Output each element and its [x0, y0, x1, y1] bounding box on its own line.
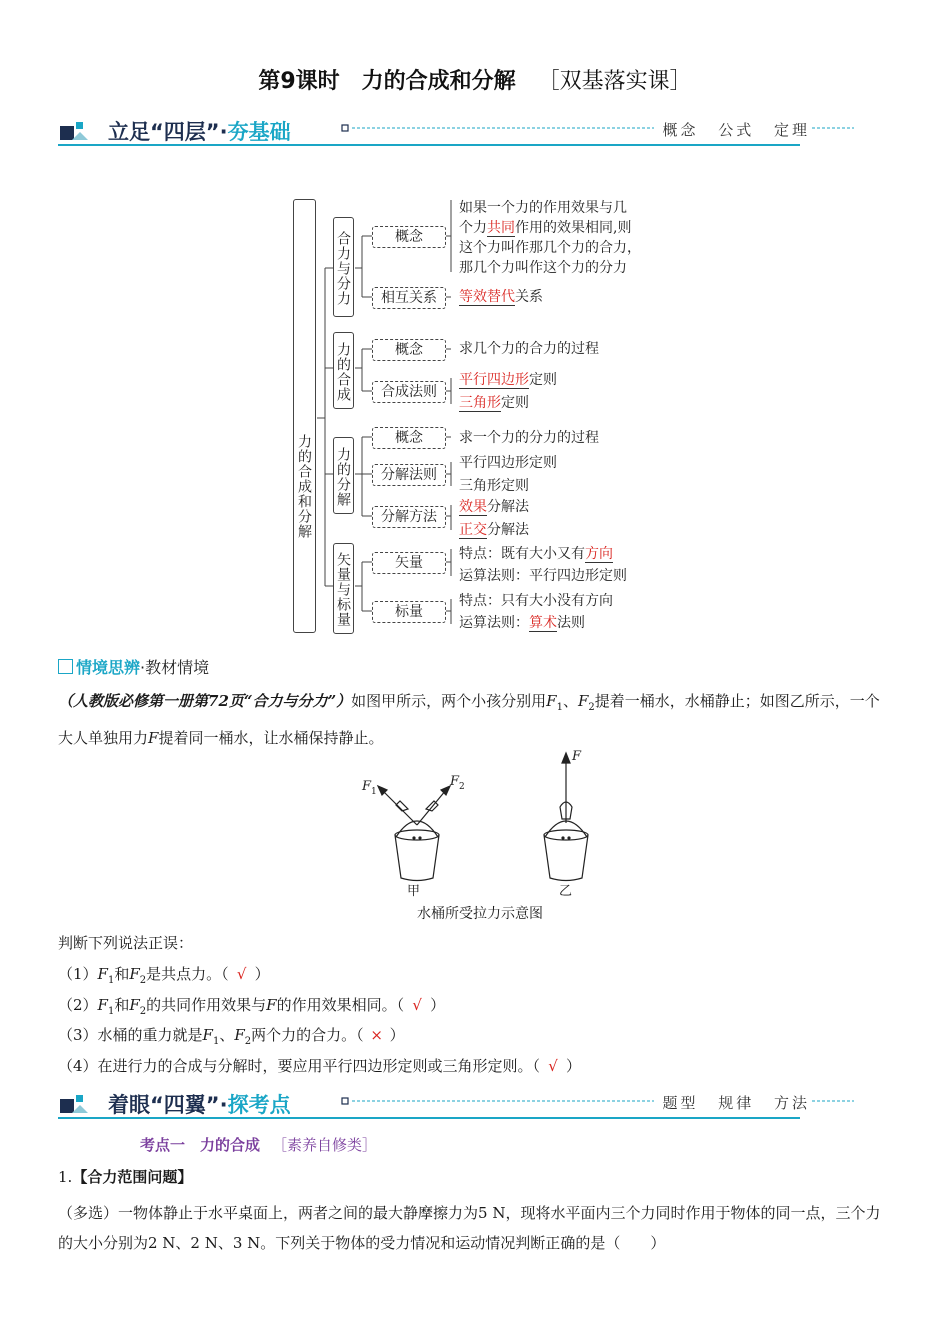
b1-relation-label: 相互关系	[372, 287, 446, 309]
context-heading: 情境思辨·教材情境	[58, 655, 209, 678]
b4-vector-label: 矢量	[372, 552, 446, 574]
problem1-text: （多选）一物体静止于水平桌面上，两者之间的最大静摩擦力为5 N，现将水平面内三个力同时作用于物体的同一点，三个力的大小分别为2 N、2 N、3 N。下列关于物体的受力情况和运动情况判断正确的是（ ）	[58, 1204, 881, 1252]
b1-concept-text: 如果一个力的作用效果与几 个力共同作用的效果相同,则 这个力叫作那几个力的合力， 那几个力叫作这个力的分力	[459, 200, 641, 276]
problem1-heading: 1.【合力范围问题】	[58, 1168, 193, 1186]
fig-caption: 水桶所受拉力示意图	[417, 906, 543, 922]
title-main: 第9课时 力的合成和分解	[258, 69, 516, 94]
mindmap-root: 力的合成和分解	[293, 199, 316, 633]
b3-concept-label: 概念	[372, 427, 446, 449]
judge-intro: 判断下列说法正误：	[58, 934, 194, 952]
b3-method2: 正交分解法	[459, 522, 529, 538]
b2-concept-label: 概念	[372, 339, 446, 361]
context-source: （人教版必修第一册第72页“合力与分力”）	[58, 692, 352, 710]
b3-method1: 效果分解法	[459, 499, 529, 515]
branch-vector-scalar: 矢量与标量	[333, 543, 354, 634]
b2-rule2: 三角形定则	[459, 395, 529, 411]
fig-label-yi: 乙	[559, 884, 573, 899]
b2-rule1: 平行四边形定则	[459, 372, 557, 388]
section-title-2: 着眼“四翼”·探考点	[108, 1093, 291, 1117]
b3-rule-label: 分解法则	[372, 464, 446, 486]
b4-scalar-line2: 运算法则：算术法则	[459, 615, 585, 631]
branch-composition: 力的合成	[333, 332, 354, 409]
checkbox-square-icon	[58, 659, 73, 674]
b4-vector-line1: 特点：既有大小又有方向	[459, 546, 613, 562]
b1-concept-label: 概念	[372, 226, 446, 248]
branch-resultant-component: 合力与分力	[333, 217, 354, 317]
section-header-exam-points	[58, 1087, 858, 1127]
branch-decomposition: 力的分解	[333, 437, 354, 514]
fig-label-jia: 甲	[407, 884, 421, 899]
mind-map	[0, 0, 950, 640]
q4-answer-mark: √	[548, 1057, 558, 1075]
judge-q1: $(1)F_1$和$F_2$是共点力。（ √ ）	[58, 959, 270, 996]
point1-heading: 考点一 力的合成 ［素养自修类］	[140, 1136, 378, 1154]
b2-rule-label: 合成法则	[372, 381, 446, 403]
judge-q4: （4）在进行力的合成与分解时，要应用平行四边形定则或三角形定则。（ √ ）	[58, 1051, 581, 1081]
section-tags-2: 题型 规律 方法	[654, 1092, 810, 1113]
q2-answer-mark: √	[412, 996, 422, 1014]
section-tags: 概念 公式 定理	[654, 119, 810, 140]
b1-relation-text: 等效替代关系	[459, 289, 543, 305]
fig-label-F2: $F_2$	[450, 774, 465, 792]
fig-label-F1: $F_1$	[362, 779, 377, 797]
context-paragraph: （人教版必修第一册第72页“合力与分力”）如图甲所示，两个小孩分别用$F_1$、$F_2$提着一桶水，水桶静止；如图乙所示，一个大人单独用力F提着同一桶水，让水桶保持静止。	[58, 692, 880, 747]
title-subtitle: ［双基落实课］	[537, 69, 692, 94]
b3-concept-text: 求一个力的分力的过程	[459, 430, 599, 446]
bucket-figure	[350, 745, 610, 925]
b4-vector-line2: 运算法则：平行四边形定则	[459, 568, 627, 584]
b3-rule2: 三角形定则	[459, 478, 529, 494]
fig-label-F: F	[572, 749, 582, 764]
b4-scalar-label: 标量	[372, 601, 446, 623]
q1-answer-mark: √	[236, 965, 247, 983]
judge-q3: （3）水桶的重力就是$F_1$、$F_2$两个力的合力。（ × ）	[58, 1020, 405, 1057]
q3-answer-mark: ×	[370, 1026, 383, 1044]
b2-concept-text: 求几个力的合力的过程	[459, 341, 599, 357]
b4-scalar-line1: 特点：只有大小没有方向	[459, 593, 613, 609]
bucket-diagram	[350, 745, 610, 895]
judge-q2: $(2)F_1$和$F_2$的共同作用效果与F的作用效果相同。（ √ ）	[58, 990, 445, 1027]
b3-rule1: 平行四边形定则	[459, 455, 557, 471]
section-title: 立足“四层”·夯基础	[108, 120, 291, 144]
b3-method-label: 分解方法	[372, 506, 446, 528]
